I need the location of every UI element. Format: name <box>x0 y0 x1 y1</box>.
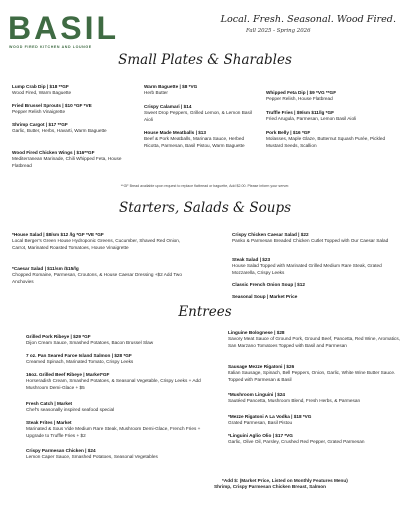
item-name: Grilled Pork Ribeye | $29 *GF <box>26 334 91 339</box>
menu-item <box>26 420 206 439</box>
item-name: Pork Belly | $16 *GF <box>266 130 311 135</box>
item-name: Linguine Bolognese | $28 <box>228 330 285 335</box>
item-desc: Pepper Relish Vinaigrette <box>12 109 66 115</box>
menu-item <box>12 103 132 116</box>
basil-logo: BASIL <box>8 10 119 46</box>
item-desc: Horseradish Cream, Smashed Potatoes, & Seasonal Vegetable, Crispy Leeks + Add Mushroom Demi-Glace + $5 <box>26 378 201 390</box>
menu-item <box>26 353 216 366</box>
menu-item <box>12 84 132 97</box>
menu-item <box>228 330 404 349</box>
item-name: Crispy Chicken Caesar Salad | $22 <box>232 232 309 237</box>
item-name: Truffle Fries | $9/sm $11/lg *GF <box>266 110 335 115</box>
menu-item <box>228 392 404 405</box>
item-desc: House Salad Topped with Marinated Grilled Medium Rare Steak, Grated Mozzarella, Crispy Leeks <box>232 263 382 275</box>
item-desc: Herb Butter <box>144 90 168 96</box>
item-desc: Fried Arugula, Parmesan, Lemon Basil Aioli <box>266 116 357 122</box>
menu-item <box>228 364 404 383</box>
item-desc: Beef & Pork Meatballs, Marinara Sauce, Herbed Ricotta, Parmesan, Basil Pistou, Warm Baguette <box>144 136 245 148</box>
logo-subtitle: WOOD FIRED KITCHEN AND LOUNGE <box>9 45 92 49</box>
menu-item <box>266 110 400 123</box>
item-desc: Sweet Drop Peppers, Grilled Lemon, & Lemon Basil Aioli <box>144 110 252 122</box>
item-desc: Wood Fired, Warm Baguette <box>12 90 72 96</box>
menu-item <box>12 150 137 169</box>
menu-item <box>26 401 216 414</box>
menu-item <box>12 266 187 285</box>
item-name: *Mushroom Linguini | $24 <box>228 392 286 397</box>
menu-item <box>232 257 402 276</box>
item-name: Whipped Feta Dip | $9 *VG **GF <box>266 90 337 95</box>
season-label: Fall 2025 - Spring 2026 <box>246 28 311 34</box>
item-desc: Grated Parmesan, Basil Pistou <box>228 420 293 426</box>
item-desc: Mediterranean Marinade, Chili Whipped Feta, House Flatbread <box>12 156 122 168</box>
item-name: *Caesar Salad | $11/sm /$15/lg <box>12 266 79 271</box>
menu-item <box>266 130 400 149</box>
item-name: *House Salad | $8/sm $12 /lg *GF *VE *GF <box>12 232 104 237</box>
item-name: Lump Crab Dip | $18 **GF <box>12 84 69 89</box>
item-name: Shrimp Cargot | $17 **GF <box>12 122 68 127</box>
add-ons-note <box>214 478 348 491</box>
add-ons-line-2: Shrimp, Crispy Parmesan Chicken Breast, Salmon <box>214 484 327 490</box>
item-desc: Molasses, Maple Glaze, Butternut Squash Purée, Pickled Mustard Seeds, Scallion <box>266 136 386 148</box>
section-title-small-plates: Small Plates & Sharables <box>118 52 292 68</box>
item-desc: Sautéed Pancetta, Mushroom Blend, Fresh Herbs, & Parmesan <box>228 398 361 404</box>
item-name: Fresh Catch | Market <box>26 401 73 406</box>
item-desc: Garlic, Olive Oil, Parsley, Crushed Red Pepper, Grated Parmesan <box>228 439 365 445</box>
item-desc: Marinated & Sous Vide Medium Rare Steak, Mushroom Demi-Glace, French Fries + Upgrade to Truffle Fries + $2 <box>26 426 201 438</box>
menu-item <box>26 334 216 347</box>
item-desc: Garlic, Butter, Herbs, Havarti, Warm Baguette <box>12 128 107 134</box>
item-desc: Panko & Parmesan Breaded Chicken Cutlet Topped with Our Caesar Salad <box>232 238 389 244</box>
item-desc: Italian Sausage, Spinach, Bell Peppers, Onion, Garlic, White Wine Butter Sauce. Topped with Parmesan & Basil <box>228 370 396 382</box>
item-desc: Savory Meat Sauce of Ground Pork, Ground Beef, Pancetta, Red Wine, Aromatics, San Marzano Tomatoes Topped with Basil and Parmesan <box>228 336 400 348</box>
item-name: House Made Meatballs | $13 <box>144 130 207 135</box>
item-name: Fried Brussel Sprouts | $10 *GF *VE <box>12 103 92 108</box>
menu-item <box>26 372 206 391</box>
item-desc: Creamed Spinach, Marinated Tomato, Crispy Leeks <box>26 359 134 365</box>
item-name: *Mezze Rigatoni A La Vodka | $18 *VG <box>228 414 312 419</box>
menu-item <box>26 448 216 461</box>
item-name: Crispy Calamari | $14 <box>144 104 192 109</box>
menu-item <box>232 294 402 300</box>
gf-bread-note: **GF Bread available upon request to replace flatbread or baguette, Add $2.00. Please inform your server. <box>120 184 290 188</box>
item-desc: Local Berger's Green House Hydroponic Greens, Cucumber, Shaved Red Onion, Carrot, Marinated Roasted Tomatoes, House Vinaigrette <box>12 238 181 250</box>
item-name: Steak Frites | Market <box>26 420 72 425</box>
menu-item <box>232 282 402 288</box>
item-desc: Chef's seasonally inspired seafood special <box>26 407 115 413</box>
menu-item <box>12 122 124 135</box>
item-name: 7 oz. Pan Seared Faroe Island Salmon | $28 *GF <box>26 353 132 358</box>
item-desc: Dijon Cream Sauce, Smashed Potatoes, Bacon Brussel Slaw <box>26 340 154 346</box>
item-desc: Chopped Romaine, Parmesan, Croutons, & House Caesar Dressing +$2 Add Two Anchovies <box>12 272 182 284</box>
add-ons-line-1: *Add $: (Market Price, Listed on Monthly Features Menu) <box>222 478 348 483</box>
menu-item <box>228 414 404 427</box>
item-name: 16oz. Grilled Beef Ribeye | Market*GF <box>26 372 110 377</box>
menu-item <box>144 84 260 97</box>
menu-item <box>144 104 260 123</box>
section-title-starters: Starters, Salads & Soups <box>118 200 292 216</box>
item-desc: Pepper Relish, House Flatbread <box>266 96 333 102</box>
item-name: Classic French Onion Soup | $12 <box>232 282 305 287</box>
menu-item <box>232 232 402 245</box>
item-name: Steak Salad | $23 <box>232 257 271 262</box>
menu-item <box>12 232 187 251</box>
menu-item <box>228 433 404 446</box>
item-name: Crispy Parmesan Chicken | $24 <box>26 448 96 453</box>
item-name: Wood Fired Chicken Wings | $16**GF <box>12 150 95 155</box>
item-name: Sausage Mezze Rigatoni | $26 <box>228 364 295 369</box>
menu-item <box>144 130 260 149</box>
menu-item <box>266 90 400 103</box>
item-name: *Linguini Aglio Olio | $17 *VG <box>228 433 293 438</box>
tagline: Local. Fresh. Seasonal. Wood Fired. <box>220 14 396 25</box>
item-name: Warm Baguette | $8 *VG <box>144 84 198 89</box>
item-name: Seasonal Soup | Market Price <box>232 294 298 299</box>
item-desc: Lemon Caper Sauce, Smashed Potatoes, Seasonal Vegetables <box>26 454 158 460</box>
section-title-entrees: Entrees <box>178 304 232 320</box>
